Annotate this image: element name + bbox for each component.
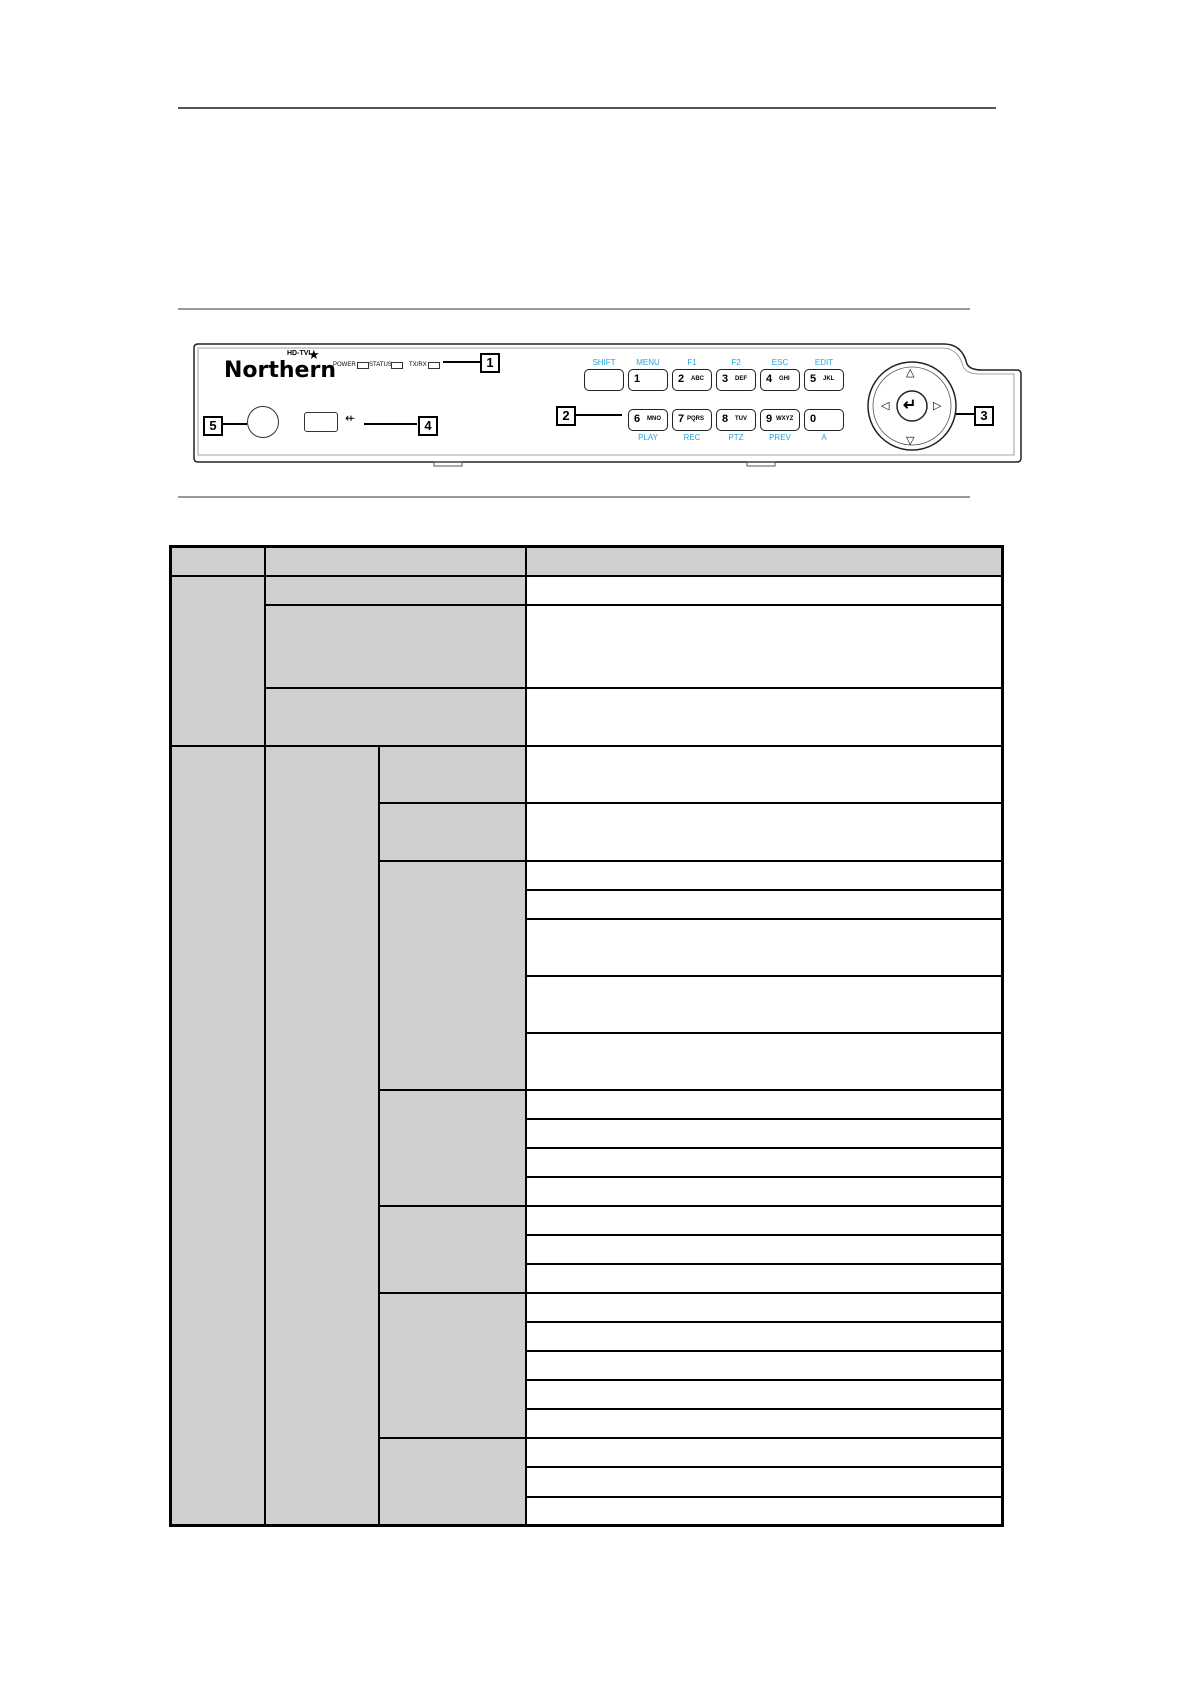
txrx-led xyxy=(428,362,440,369)
table-value-cell xyxy=(526,746,1004,803)
table-value-cell xyxy=(526,576,1004,605)
key-5-number: 5 xyxy=(810,373,817,385)
up-arrow-icon[interactable]: △ xyxy=(906,367,915,379)
header-cell-1 xyxy=(169,545,265,576)
table-label-cell xyxy=(379,803,526,861)
enter-icon[interactable]: ↵ xyxy=(903,397,917,414)
key-label-esc: ESC xyxy=(771,358,789,367)
table-label-cell xyxy=(379,861,526,1090)
key-0-number: 0 xyxy=(810,413,817,425)
table-label-cell xyxy=(379,1090,526,1206)
key-5-letters: JKL xyxy=(823,376,835,382)
table-subgroup-cell xyxy=(265,746,379,1527)
key-8-number: 8 xyxy=(722,413,729,425)
indicator-label-status: STATUS xyxy=(369,362,392,368)
figure-top-rule xyxy=(178,308,970,310)
table-label-cell xyxy=(265,688,526,746)
brand-logo xyxy=(222,347,336,386)
key-label-edit: EDIT xyxy=(814,358,834,367)
table-value-cell xyxy=(526,1235,1004,1264)
header-cell-3 xyxy=(526,545,1004,576)
key-label-a: A xyxy=(821,433,827,442)
power-led xyxy=(357,362,369,369)
key-label-menu: MENU xyxy=(636,358,660,367)
indicator-label-power: POWER xyxy=(333,362,356,368)
key-3-letters: DEF xyxy=(735,376,747,382)
brand-name: Northern xyxy=(224,358,336,383)
table-group-cell xyxy=(169,576,265,746)
key-9[interactable] xyxy=(760,409,800,431)
key-2-number: 2 xyxy=(678,373,685,385)
key-3[interactable] xyxy=(716,369,756,391)
indicator-label-txrx: TX/RX xyxy=(409,362,427,368)
table-value-cell xyxy=(526,1264,1004,1293)
key-7-letters: PQRS xyxy=(687,416,705,422)
key-8[interactable] xyxy=(716,409,756,431)
callout-4: 4 xyxy=(418,416,438,436)
shift-key[interactable] xyxy=(584,369,624,391)
table-value-cell xyxy=(526,1033,1004,1090)
star-icon: ★ xyxy=(308,347,320,362)
table-value-cell xyxy=(526,1177,1004,1206)
key-2-letters: ABC xyxy=(691,376,704,382)
table-label-cell xyxy=(265,576,526,605)
table-label-cell xyxy=(379,1438,526,1527)
table-value-cell xyxy=(526,605,1004,688)
key-7[interactable] xyxy=(672,409,712,431)
key-9-letters: WXYZ xyxy=(776,416,794,422)
table-value-cell xyxy=(526,1322,1004,1351)
table-value-cell xyxy=(526,861,1004,890)
table-value-cell xyxy=(526,976,1004,1033)
table-value-cell xyxy=(526,1409,1004,1438)
callout-5: 5 xyxy=(203,416,223,436)
key-2[interactable] xyxy=(672,369,712,391)
key-4-letters: GHI xyxy=(779,376,790,382)
table-label-cell xyxy=(379,1206,526,1293)
callout-3: 3 xyxy=(974,406,994,426)
table-value-cell xyxy=(526,1293,1004,1322)
table-value-cell xyxy=(526,1206,1004,1235)
table-value-cell xyxy=(526,1119,1004,1148)
table-label-cell xyxy=(379,746,526,803)
table-value-cell xyxy=(526,1497,1004,1527)
header-cell-2 xyxy=(265,545,526,576)
down-arrow-icon[interactable]: ▽ xyxy=(906,435,915,447)
key-9-number: 9 xyxy=(766,413,773,425)
callout-1: 1 xyxy=(480,353,500,373)
figure-bottom-rule xyxy=(178,496,970,498)
ir-receiver-window xyxy=(247,406,279,438)
key-5[interactable] xyxy=(804,369,844,391)
table-value-cell xyxy=(526,1467,1004,1497)
key-6-letters: MNO xyxy=(647,416,661,422)
top-rule xyxy=(178,107,996,109)
key-label-prev: PREV xyxy=(769,433,791,442)
usb-port xyxy=(304,412,338,432)
key-4-number: 4 xyxy=(766,373,773,385)
brand-badge: HD-TVI xyxy=(287,350,311,357)
specification-table xyxy=(169,545,1004,1527)
callout-2: 2 xyxy=(556,406,576,426)
usb-icon: ⇷ xyxy=(345,411,356,425)
table-value-cell xyxy=(526,803,1004,861)
key-7-number: 7 xyxy=(678,413,685,425)
key-3-number: 3 xyxy=(722,373,729,385)
status-led xyxy=(391,362,403,369)
key-6[interactable] xyxy=(628,409,668,431)
key-label-f1: F1 xyxy=(687,358,697,367)
table-value-cell xyxy=(526,890,1004,919)
table-value-cell xyxy=(526,1090,1004,1119)
table-value-cell xyxy=(526,1438,1004,1467)
key-0[interactable] xyxy=(804,409,844,431)
key-1[interactable] xyxy=(628,369,668,391)
table-group-cell xyxy=(169,746,265,1527)
key-label-play: PLAY xyxy=(638,433,658,442)
table-value-cell xyxy=(526,688,1004,746)
table-label-cell xyxy=(265,605,526,688)
key-label-shift: SHIFT xyxy=(592,358,616,367)
key-label-rec: REC xyxy=(683,433,701,442)
key-8-letters: TUV xyxy=(735,416,747,422)
key-label-f2: F2 xyxy=(731,358,741,367)
key-6-number: 6 xyxy=(634,413,641,425)
table-value-cell xyxy=(526,919,1004,976)
left-arrow-icon[interactable]: ◁ xyxy=(881,400,890,412)
table-value-cell xyxy=(526,1148,1004,1177)
key-1-number: 1 xyxy=(634,373,641,385)
device-front-panel xyxy=(192,342,1022,466)
key-label-ptz: PTZ xyxy=(728,433,744,442)
table-label-cell xyxy=(379,1293,526,1438)
key-4[interactable] xyxy=(760,369,800,391)
table-value-cell xyxy=(526,1380,1004,1409)
right-arrow-icon[interactable]: ▷ xyxy=(933,400,942,412)
table-value-cell xyxy=(526,1351,1004,1380)
